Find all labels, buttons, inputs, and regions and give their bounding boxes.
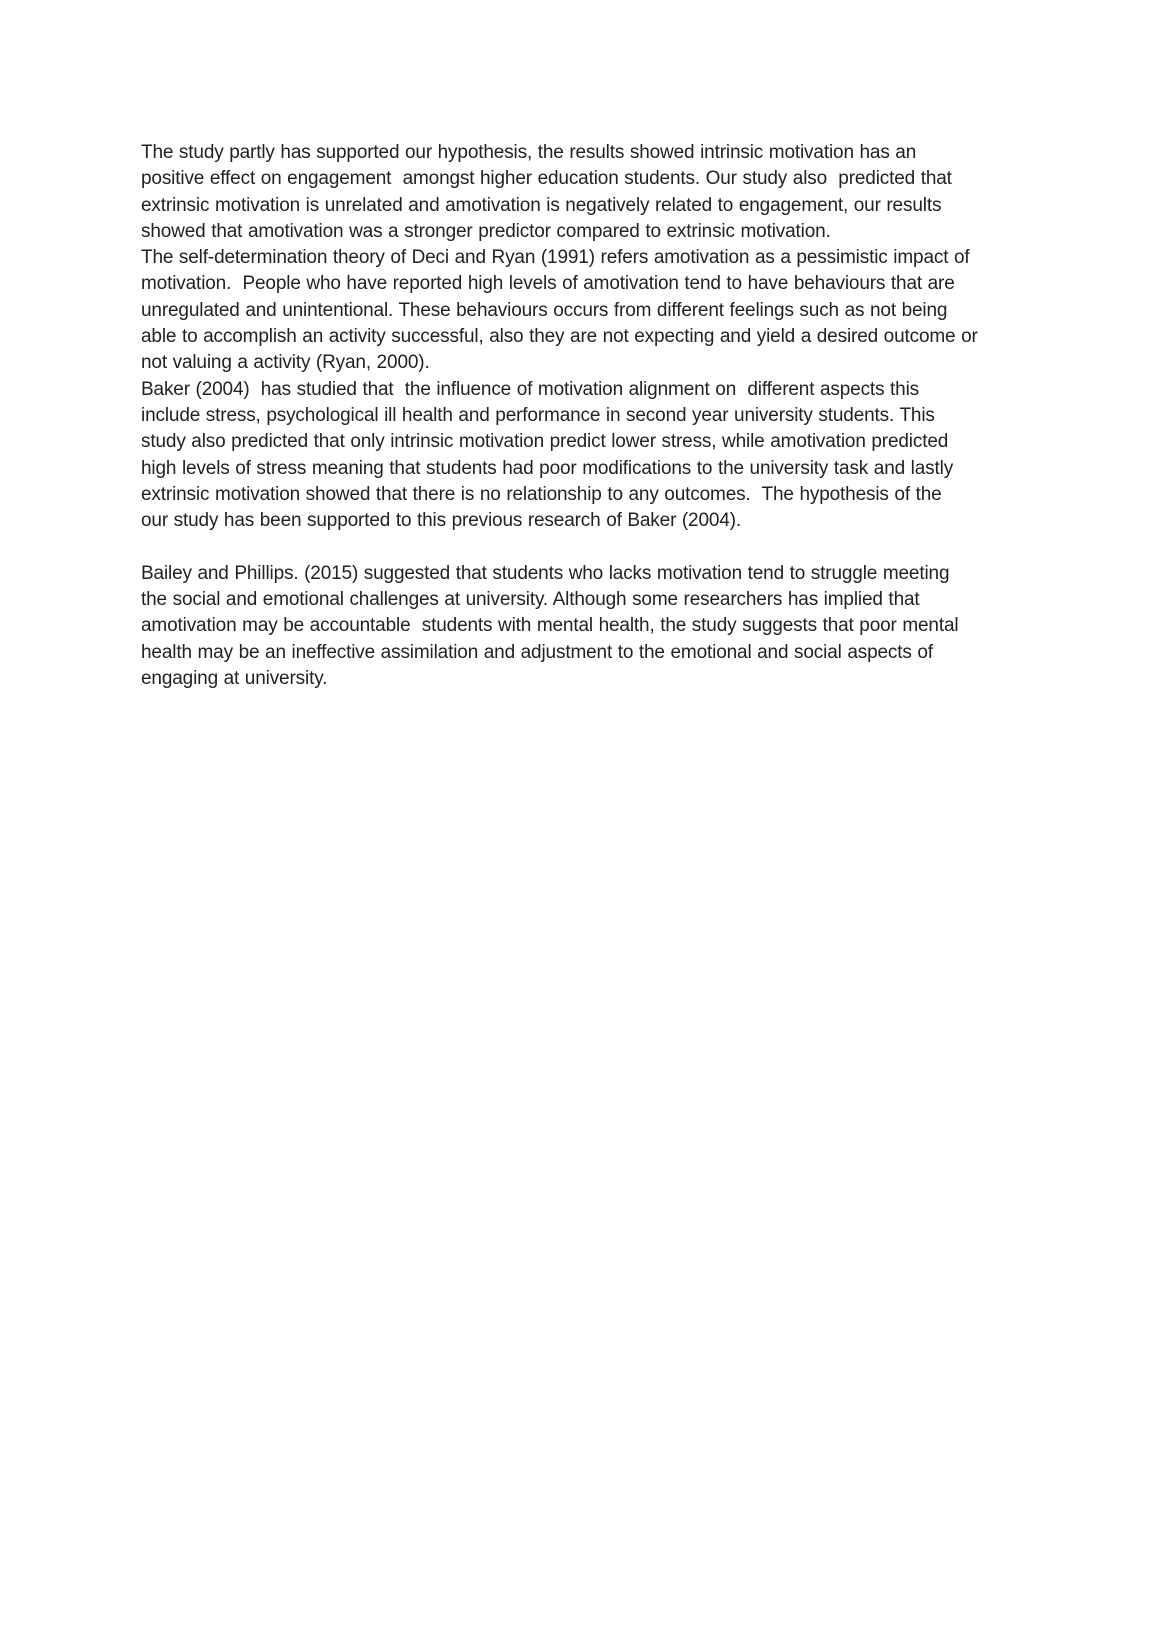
paragraph-spacer (141, 534, 1021, 560)
text-line: health may be an ineffective assimilation and adjustment to the emotional and social aspects of (141, 641, 933, 663)
text-line: extrinsic motivation is unrelated and amotivation is negatively related to engagement, our results (141, 194, 942, 216)
text-line: motivation. People who have reported high levels of amotivation tend to have behaviours that are (141, 273, 955, 295)
text-line: The study partly has supported our hypothesis, the results showed intrinsic motivation has an (141, 142, 917, 163)
text-line: our study has been supported to this previous research of Baker (2004). (141, 510, 742, 532)
document-body (141, 140, 1021, 692)
text-line: able to accomplish an activity successful, also they are not expecting and yield a desired outcome or (141, 326, 978, 348)
text-line: amotivation may be accountable students with mental health, the study suggests that poor mental (141, 615, 959, 637)
text-line: Bailey and Phillips. (2015) suggested that students who lacks motivation tend to struggle meeting (141, 562, 950, 584)
text-line: extrinsic motivation showed that there is no relationship to any outcomes. The hypothesis of the (141, 483, 942, 505)
text-line: showed that amotivation was a stronger predictor compared to extrinsic motivation. (141, 220, 831, 242)
paragraph-bailey-phillips (141, 561, 1021, 692)
text-line: high levels of stress meaning that students had poor modifications to the university task and lastly (141, 457, 954, 479)
text-line: study also predicted that only intrinsic motivation predict lower stress, while amotivation predicted (141, 431, 949, 453)
text-line: engaging at university. (141, 667, 328, 689)
text-line: The self-determination theory of Deci and Ryan (1991) refers amotivation as a pessimistic impact of (141, 247, 970, 269)
paragraph-results-summary (141, 140, 1021, 245)
paragraph-self-determination-theory (141, 245, 1021, 376)
text-line: not valuing a activity (Ryan, 2000). (141, 352, 430, 374)
text-line: Baker (2004) has studied that the influence of motivation alignment on different aspects this (141, 378, 919, 400)
paragraph-baker-study (141, 377, 1021, 535)
text-line: unregulated and unintentional. These behaviours occurs from different feelings such as not being (141, 299, 948, 321)
text-line: include stress, psychological ill health and performance in second year university students. This (141, 404, 935, 426)
text-line: the social and emotional challenges at university. Although some researchers has implied that (141, 589, 920, 611)
text-line: positive effect on engagement amongst higher education students. Our study also predicted that (141, 168, 952, 190)
